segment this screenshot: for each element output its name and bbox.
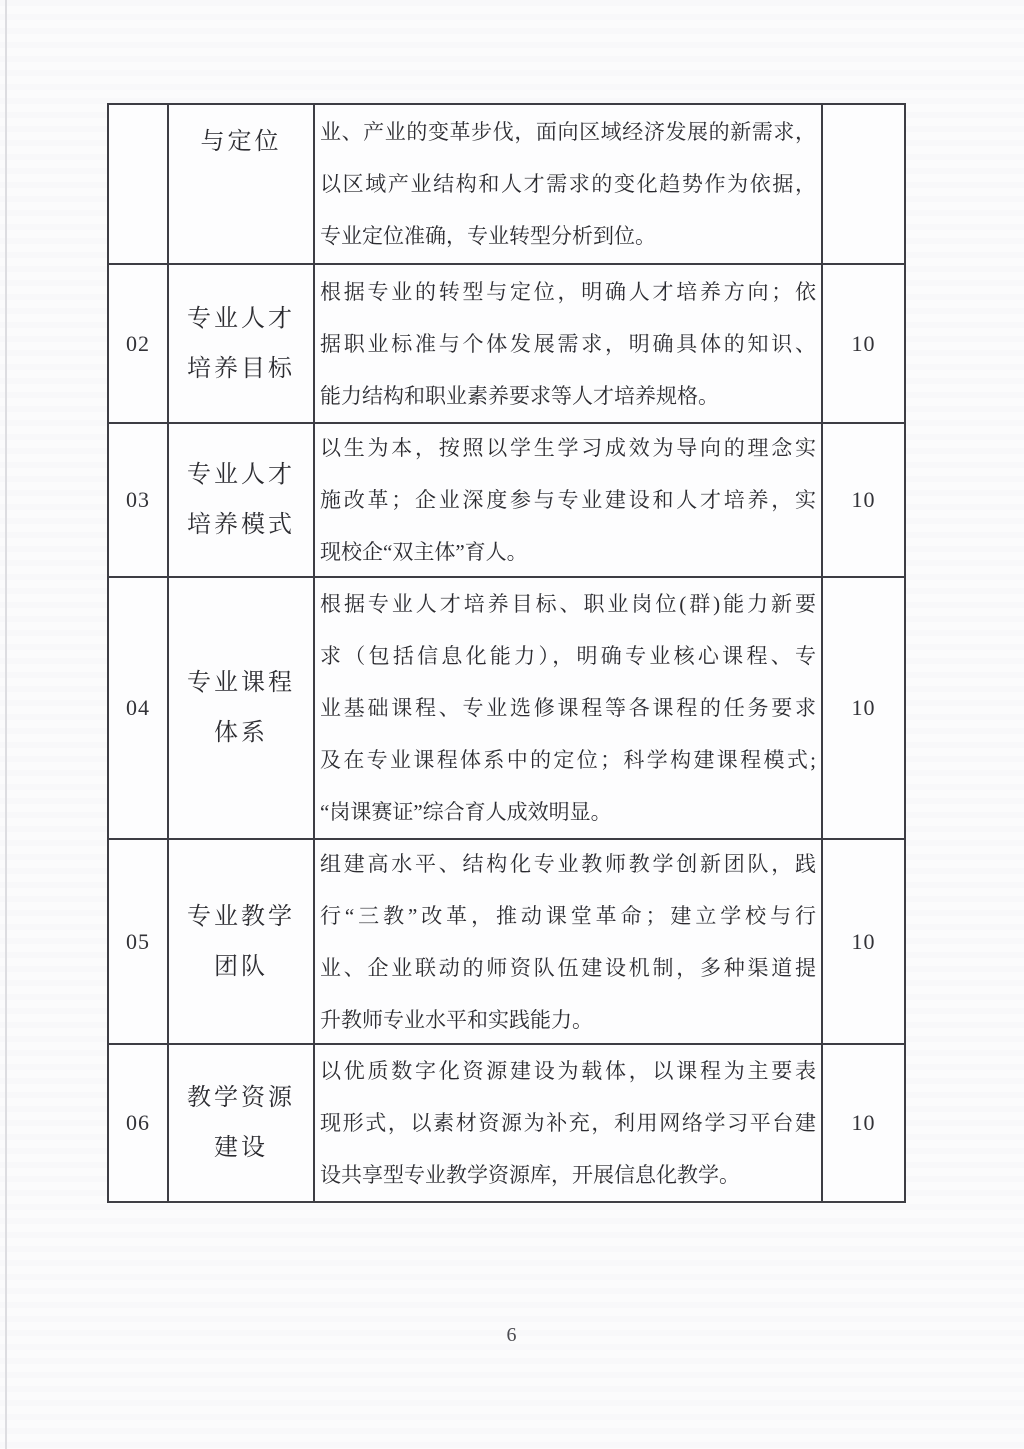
row-score-cell: 10 bbox=[851, 487, 876, 512]
description-line: 现形式，以素材资源为补充，利用网络学习平台建 bbox=[320, 1111, 816, 1135]
description-line: 业、产业的变革步伐，面向区域经济发展的新需求， bbox=[320, 120, 816, 144]
category-line: 培养模式 bbox=[187, 512, 295, 538]
table-row bbox=[109, 265, 904, 424]
row-description-cell bbox=[315, 1045, 823, 1201]
description-line: 设共享型专业教学资源库，开展信息化教学。 bbox=[320, 1163, 740, 1187]
description-line: 以优质数字化资源建设为载体，以课程为主要表 bbox=[320, 1059, 816, 1083]
description-line: 及在专业课程体系中的定位；科学构建课程模式; bbox=[320, 748, 816, 772]
description-line: 行“三教”改革，推动课堂革命；建立学校与行 bbox=[320, 903, 816, 928]
row-description-cell bbox=[315, 265, 823, 422]
description-line: 业基础课程、专业选修课程等各课程的任务要求 bbox=[320, 696, 816, 720]
description-line: 根据专业人才培养目标、职业岗位(群)能力新要 bbox=[320, 592, 816, 616]
category-line: 与定位 bbox=[200, 129, 282, 155]
row-category-cell bbox=[169, 1045, 315, 1201]
description-line: 求（包括信息化能力），明确专业核心课程、专 bbox=[320, 644, 816, 668]
category-line: 专业课程 bbox=[187, 670, 295, 696]
row-description-cell bbox=[315, 105, 823, 263]
category-line: 建设 bbox=[214, 1135, 268, 1161]
category-line: 专业人才 bbox=[187, 305, 295, 332]
category-line: 教学资源 bbox=[187, 1085, 295, 1111]
description-line: 根据专业的转型与定位，明确人才培养方向；依 bbox=[320, 279, 816, 304]
row-category-cell bbox=[169, 840, 315, 1043]
category-line: 团队 bbox=[214, 953, 268, 980]
row-description-cell bbox=[315, 840, 823, 1043]
row-score-cell bbox=[823, 105, 904, 263]
row-number-cell: 04 bbox=[109, 578, 169, 838]
row-score-cell: 10 bbox=[851, 695, 876, 720]
row-category-cell bbox=[169, 265, 315, 422]
table-row bbox=[109, 578, 904, 840]
table-row bbox=[109, 840, 904, 1045]
evaluation-table bbox=[107, 103, 906, 1203]
row-description-cell bbox=[315, 424, 823, 576]
description-line: 据职业标准与个体发展需求，明确具体的知识、 bbox=[320, 331, 816, 356]
row-description-cell bbox=[315, 578, 823, 838]
category-line: 体系 bbox=[214, 720, 268, 746]
row-number-cell bbox=[109, 105, 169, 263]
row-category-cell bbox=[169, 578, 315, 838]
category-line: 专业人才 bbox=[187, 462, 295, 488]
description-line: 组建高水平、结构化专业教师教学创新团队，践 bbox=[320, 851, 816, 876]
description-line: 以生为本，按照以学生学习成效为导向的理念实 bbox=[320, 436, 816, 460]
scan-edge-artifact bbox=[5, 0, 7, 1449]
category-line: 专业教学 bbox=[187, 903, 295, 930]
row-number-cell: 06 bbox=[109, 1045, 169, 1201]
table-row bbox=[109, 105, 904, 265]
row-number-cell: 05 bbox=[109, 840, 169, 1043]
description-line: 业、企业联动的师资队伍建设机制，多种渠道提 bbox=[320, 955, 816, 980]
row-score-cell: 10 bbox=[851, 928, 876, 954]
description-line: 现校企“双主体”育人。 bbox=[320, 540, 528, 564]
description-line: 施改革；企业深度参与专业建设和人才培养，实 bbox=[320, 488, 816, 512]
description-line: 能力结构和职业素养要求等人才培养规格。 bbox=[320, 383, 719, 408]
row-number-cell: 03 bbox=[109, 424, 169, 576]
row-number-cell: 02 bbox=[109, 265, 169, 422]
row-score-cell: 10 bbox=[851, 330, 876, 356]
row-category-cell bbox=[169, 105, 315, 263]
row-category-cell bbox=[169, 424, 315, 576]
table-row bbox=[109, 424, 904, 578]
description-line: 升教师专业水平和实践能力。 bbox=[320, 1007, 593, 1032]
page-number: 6 bbox=[506, 1324, 518, 1346]
category-line: 培养目标 bbox=[187, 355, 295, 382]
description-line: “岗课赛证”综合育人成效明显。 bbox=[320, 800, 612, 824]
row-score-cell: 10 bbox=[851, 1110, 876, 1135]
description-line: 专业定位准确，专业转型分析到位。 bbox=[320, 224, 656, 248]
table-row bbox=[109, 1045, 904, 1201]
description-line: 以区域产业结构和人才需求的变化趋势作为依据， bbox=[320, 172, 816, 196]
